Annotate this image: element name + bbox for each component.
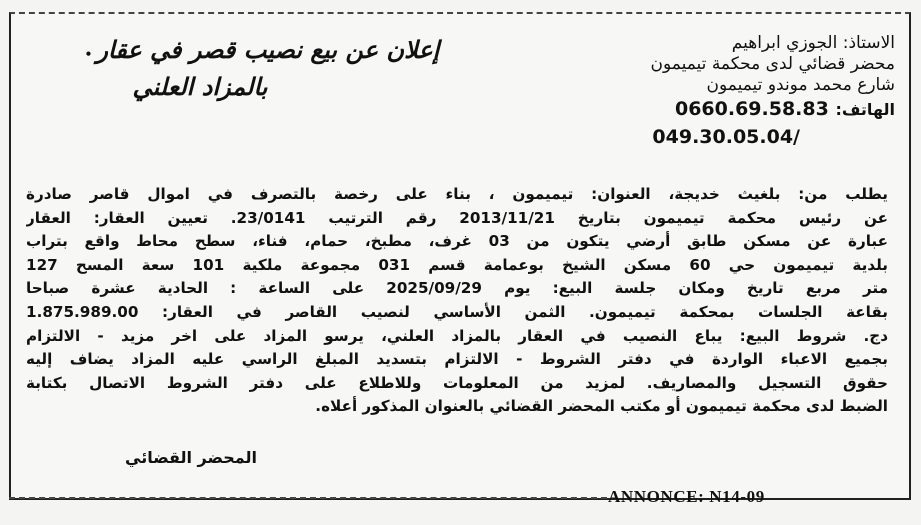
title-line-2: بالمزاد العلني: [132, 72, 268, 101]
phone-number-1: 0660.69.58.83: [674, 98, 829, 120]
office-name: الاستاذ: الجوزي ابراهيم: [731, 33, 895, 53]
body-line: الضبط لدى محكمة تيميمون أو مكتب المحضر القضائي بالعنوان المذكور أعلاه.: [315, 397, 888, 416]
body-line: حقوق التسجيل والمصاريف. لمزيد من المعلومات وللاطلاع على دفتر الشروط الاتصال بكتابة: [26, 373, 888, 392]
annonce-number: ANNONCE: N14-09: [608, 487, 765, 506]
body-line: يطلب من: بلغيث خديجة، العنوان: تيميمون ، بناء على رخصة بالتصرف في اموال قاصر صادرة: [26, 185, 888, 203]
bullet-icon: •: [84, 47, 93, 61]
office-role: محضر قضائي لدى محكمة تيميمون: [650, 54, 895, 74]
body-line: عن رئيس محكمة تيميمون بتاريخ 2013/11/21 رقم الترتيب 23/0141. تعيين العقار: العقار: [26, 208, 888, 227]
notice-body: [26, 183, 888, 419]
phone-label: الهاتف:: [835, 100, 895, 119]
footer-divider: [9, 497, 607, 501]
phone-number-2: 049.30.05.04/: [652, 126, 800, 148]
body-line: عبارة عن مسكن طابق أرضي يتكون من 03 غرف، مطبخ، حمام، فناء، سطح محاط واقع بتراب: [26, 232, 888, 251]
title-line-1: [30, 35, 490, 64]
body-line: بقاعة الجلسات بمحكمة تيميمون. الثمن الأساسي لنصيب القاصر في العقار: 1.875.989.00: [26, 302, 888, 321]
signature: المحضر القضائي: [125, 448, 258, 467]
body-line: دج. شروط البيع: يباع النصيب في العقار بالمزاد العلني، يرسو المزاد على اخر مزيد - الالتزام: [26, 326, 888, 345]
office-address: شارع محمد موندو تيميمون: [706, 75, 895, 95]
office-phone-row: [500, 96, 895, 123]
body-line: بلدية تيميمون حي 60 مسكن الشيخ بوعمامة قسم 031 مجموعة ملكية 101 سعة المسح 127: [26, 255, 888, 274]
body-line: بجميع الاعباء الواردة في دفتر الشروط - الالتزام بتسديد المبلغ الراسي عليه المزاد يضاف إليه: [26, 350, 888, 369]
notice-title: [30, 35, 490, 101]
body-line: متر مربع تاريخ ومكان جلسة البيع: يوم 2025/09/29 على الساعة : الحادية عشرة صباحا: [26, 279, 888, 298]
office-info: [500, 33, 895, 151]
title-text-1: إعلان عن بيع نصيب قصر في عقار: [96, 35, 440, 64]
